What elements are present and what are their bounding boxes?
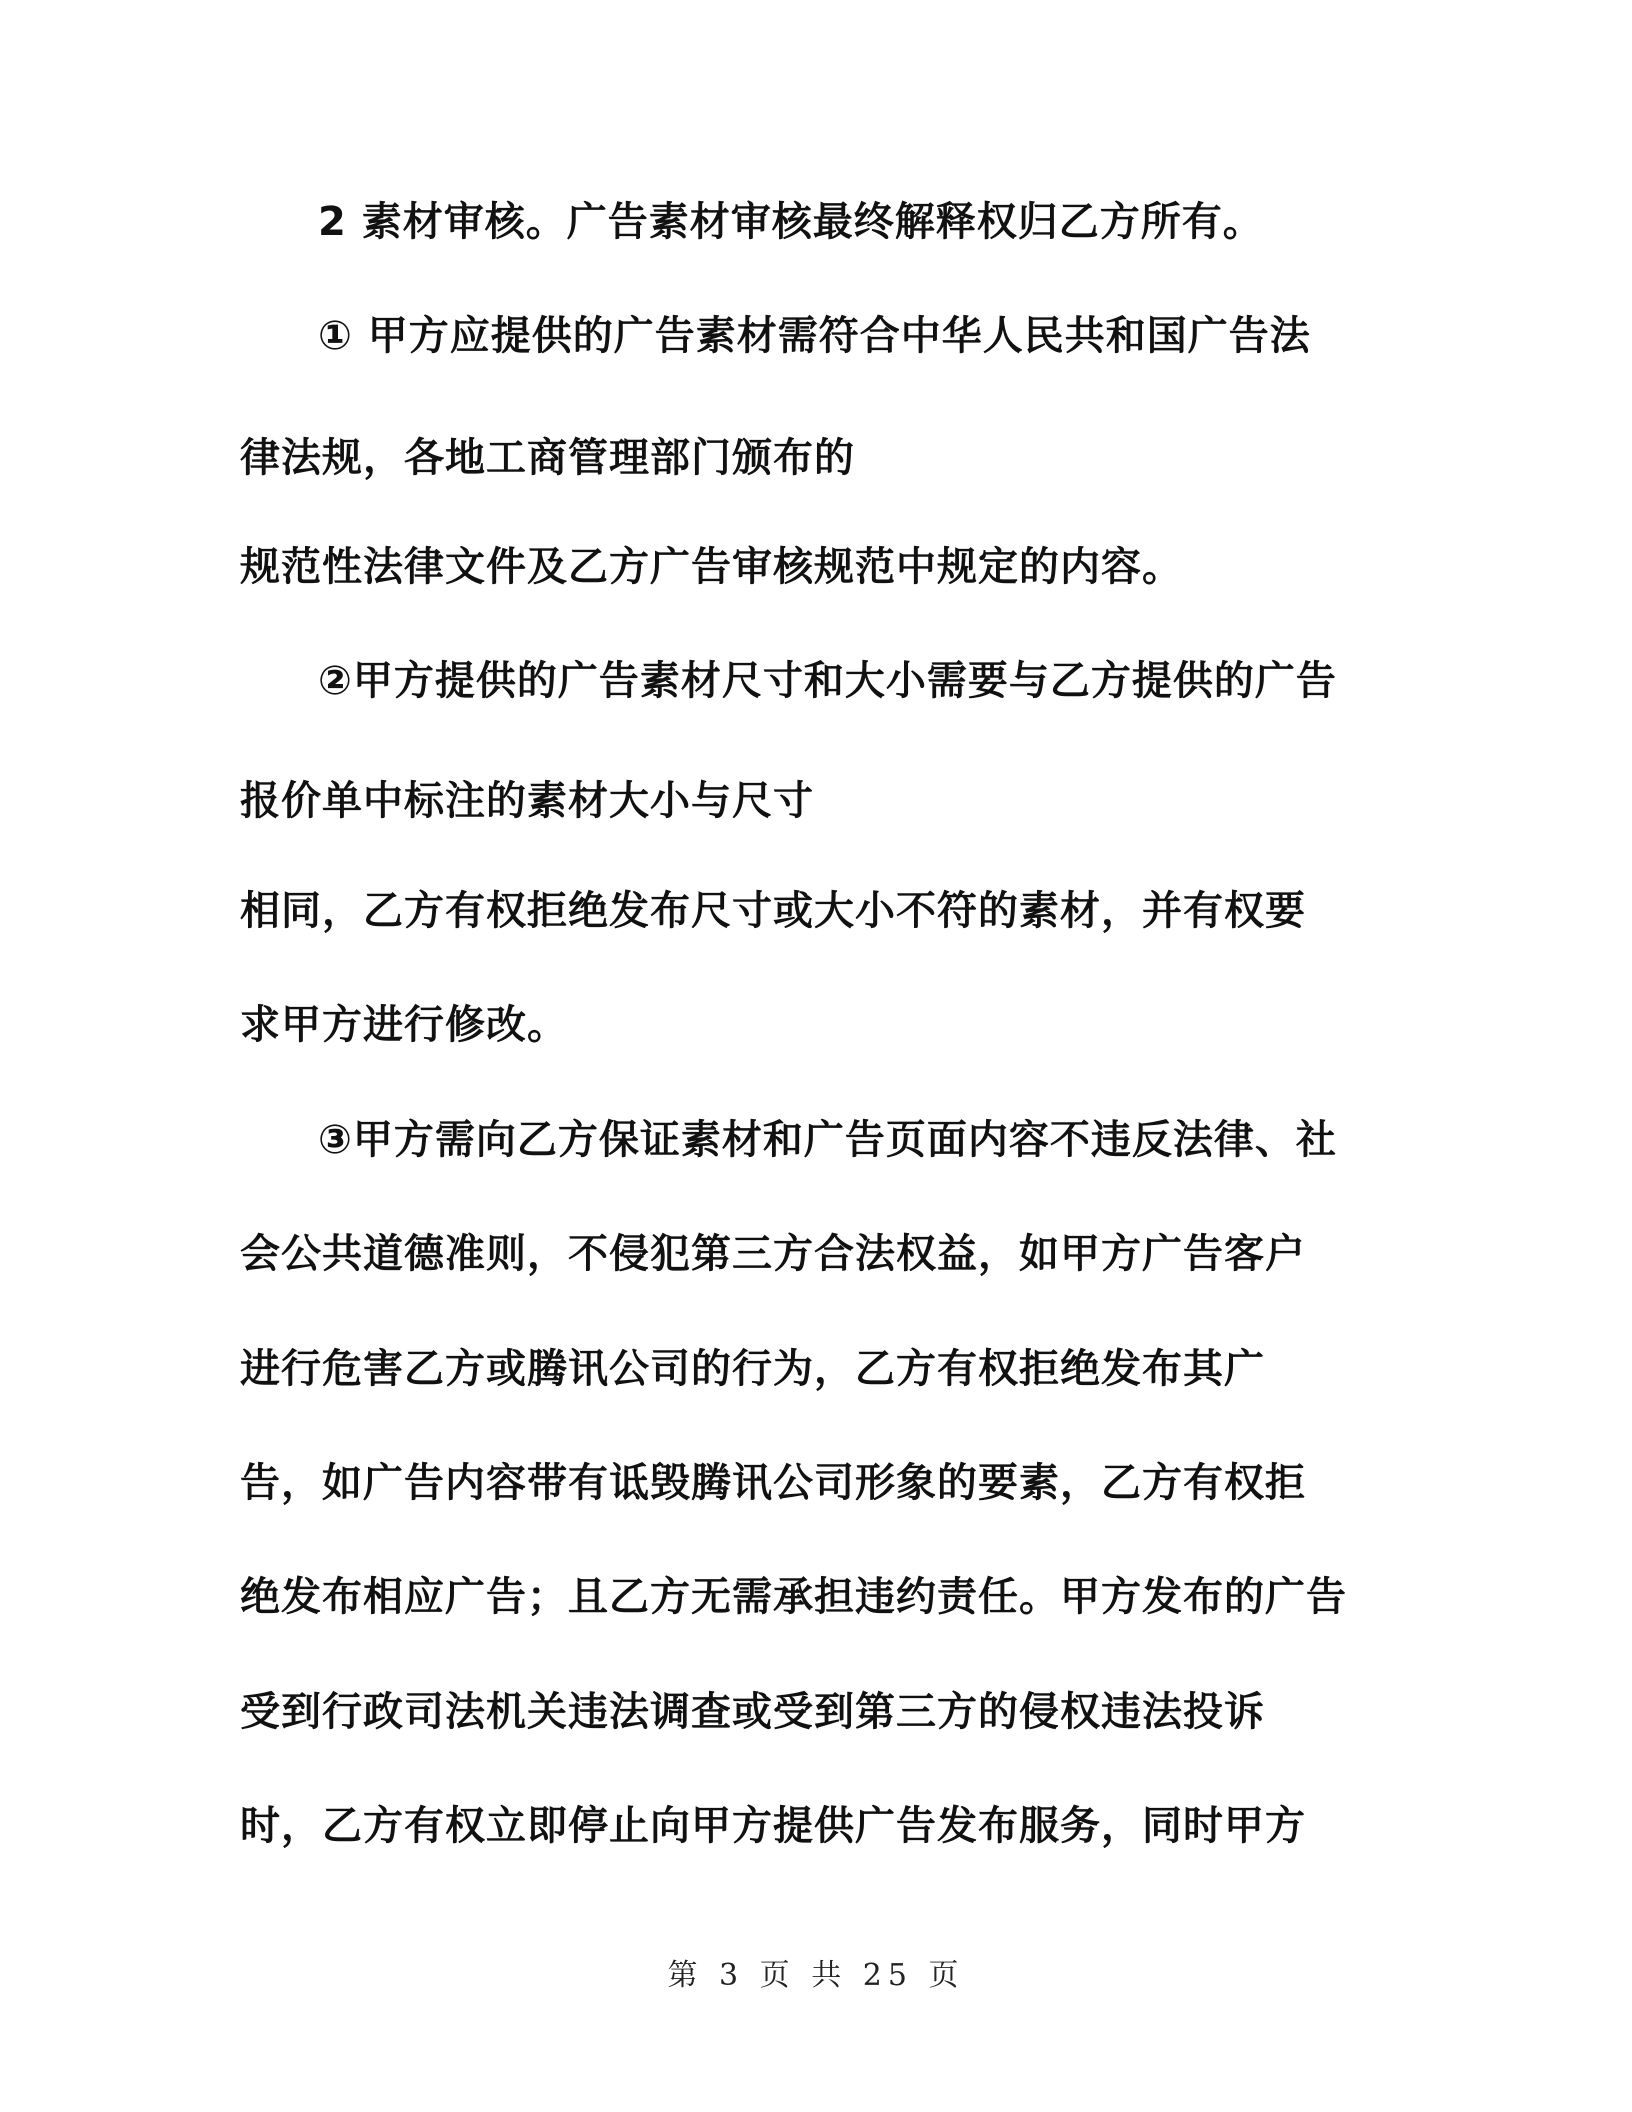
text-line: ②甲方提供的广告素材尺寸和大小需要与乙方提供的广告 bbox=[318, 658, 1337, 704]
text-line: 2 素材审核。广告素材审核最终解释权归乙方所有。 bbox=[318, 199, 1264, 245]
page-number-footer: 第 3 页 共 25 页 bbox=[667, 1958, 965, 1993]
text-line: 绝发布相应广告；且乙方无需承担违约责任。甲方发布的广告 bbox=[240, 1574, 1347, 1620]
text-line: 相同，乙方有权拒绝发布尺寸或大小不符的素材，并有权要 bbox=[240, 888, 1306, 934]
text-line: 时，乙方有权立即停止向甲方提供广告发布服务，同时甲方 bbox=[240, 1803, 1306, 1849]
text-line: 律法规，各地工商管理部门颁布的 bbox=[240, 435, 855, 481]
text-line: 会公共道德准则，不侵犯第三方合法权益，如甲方广告客户 bbox=[240, 1231, 1306, 1277]
text-line: 告，如广告内容带有诋毁腾讯公司形象的要素，乙方有权拒 bbox=[240, 1460, 1306, 1506]
text-line: 求甲方进行修改。 bbox=[240, 1002, 568, 1048]
text-line: 报价单中标注的素材大小与尺寸 bbox=[240, 778, 814, 824]
text-line: 进行危害乙方或腾讯公司的行为，乙方有权拒绝发布其广 bbox=[240, 1346, 1265, 1392]
text-line: ① 甲方应提供的广告素材需符合中华人民共和国广告法 bbox=[318, 313, 1311, 359]
text-line: 规范性法律文件及乙方广告审核规范中规定的内容。 bbox=[240, 544, 1183, 590]
text-line: 受到行政司法机关违法调查或受到第三方的侵权违法投诉 bbox=[240, 1689, 1265, 1735]
text-line: ③甲方需向乙方保证素材和广告页面内容不违反法律、社 bbox=[318, 1117, 1337, 1163]
